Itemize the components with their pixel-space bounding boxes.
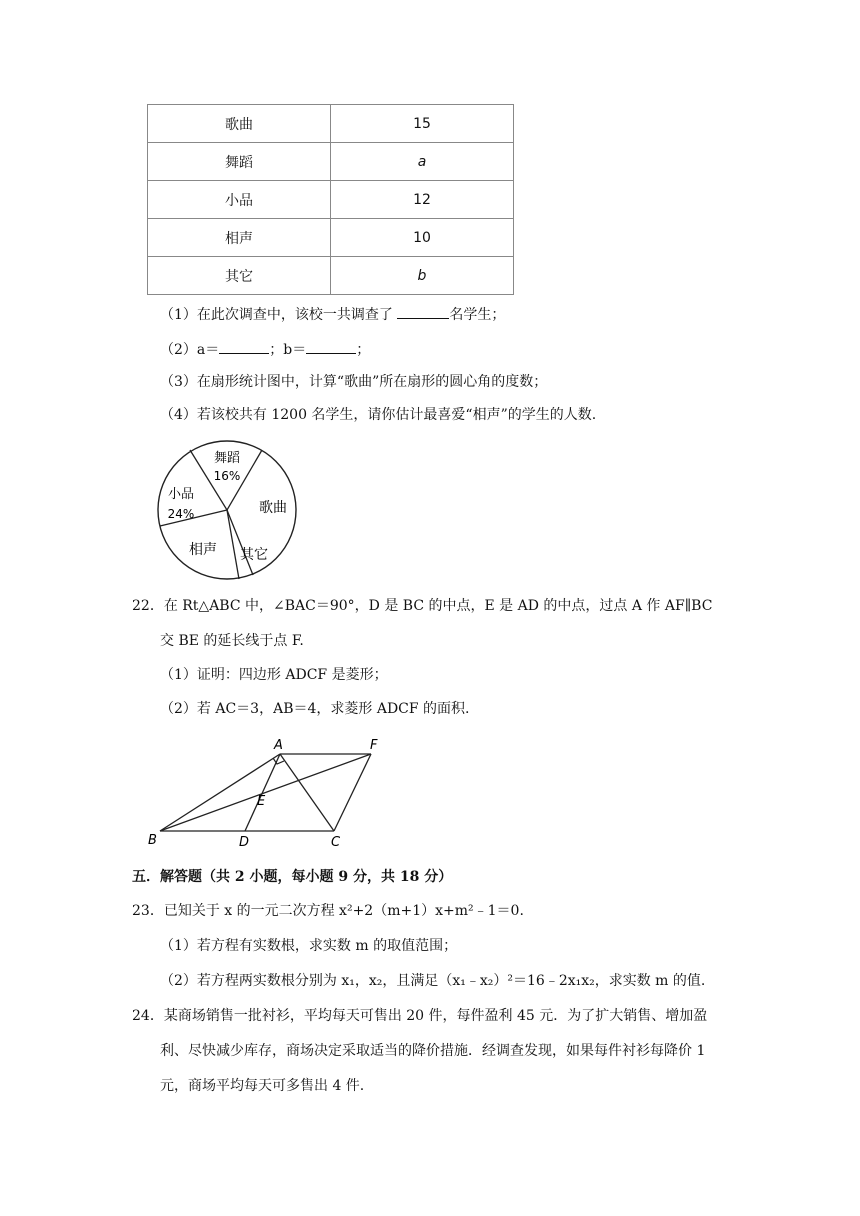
q23-part2: （2）若方程两实数根分别为 x₁，x₂，且满足（x₁﹣x₂）²＝16﹣2x₁x₂，求实数 m 的值. [160,973,706,989]
q24-stem-line2: 利、尽快减少库存，商场决定采取适当的降价措施．经调查发现，如果每件衬衫每降价 1 [160,1043,706,1059]
q21-part2-a: （2）a＝ [160,342,220,358]
q21-part1-prefix: （1）在此次调查中，该校一共调查了 [160,307,398,323]
section-heading: 五．解答题（共 2 小题，每小题 9 分，共 18 分） [132,869,453,885]
point-label-d: D [239,835,250,850]
q21-part3: （3）在扇形统计图中，计算“歌曲”所在扇形的圆心角的度数； [160,374,548,390]
table-cell-program: 舞蹈 [148,143,331,181]
point-label-a: A [274,738,283,753]
right-angle-mark [273,758,284,764]
answer-blank [306,339,356,354]
table-row [148,105,514,143]
table-row [148,143,514,181]
pie-divider [227,510,253,575]
pie-slice-percent: 24% [167,507,195,521]
table-cell-count: 15 [331,105,514,143]
pie-slice-label: 舞蹈 [213,451,241,466]
table-row [148,181,514,219]
point-label-c: C [331,835,341,850]
q22-part2: （2）若 AC＝3，AB＝4，求菱形 ADCF 的面积. [160,701,470,717]
pie-slice-label: 相声 [189,542,217,558]
q21-part1-suffix: 名学生； [449,307,506,323]
pie-chart [150,438,310,588]
table-row [148,257,514,295]
pie-divider [227,510,239,579]
pie-slice-percent: 16% [213,469,241,483]
q24-stem-line1: 24．某商场销售一批衬衫，平均每天可售出 20 件，每件盈利 45 元．为了扩大销售、增加盈 [132,1008,708,1024]
survey-table [147,104,514,295]
q24-stem-line3: 元，商场平均每天可多售出 4 件. [160,1078,365,1094]
point-label-e: E [257,794,266,809]
q22-stem-line1: 22．在 Rt△ABC 中，∠BAC＝90°，D 是 BC 的中点，E 是 AD 的中点，过点 A 作 AF∥BC [132,598,713,614]
table-cell-program: 歌曲 [148,105,331,143]
q23-part1: （1）若方程有实数根，求实数 m 的取值范围； [160,938,458,954]
geometry-figure [145,734,395,852]
table-cell-program: 小品 [148,181,331,219]
table-cell-count: 10 [331,219,514,257]
table-cell-program: 其它 [148,257,331,295]
q21-part4: （4）若该校共有 1200 名学生，请你估计最喜爱“相声”的学生的人数. [160,407,597,423]
q22-part1: （1）证明：四边形 ADCF 是菱形； [160,667,388,683]
q21-part1 [160,304,505,325]
q21-part2-end: ； [356,342,371,358]
table-cell-program: 相声 [148,219,331,257]
table-cell-count: 12 [331,181,514,219]
point-label-f: F [370,738,378,753]
table-row [148,219,514,257]
q21-part2 [160,339,370,360]
answer-blank [219,339,269,354]
table-cell-count: a [331,143,514,181]
q23-stem: 23．已知关于 x 的一元二次方程 x²+2（m+1）x+m²﹣1＝0. [132,903,524,919]
pie-slice-label: 小品 [167,487,195,502]
answer-blank [397,304,449,319]
pie-slice-label: 其它 [240,547,268,563]
segment-ac [280,754,334,831]
table-cell-count: b [331,257,514,295]
q21-part2-b: ；b＝ [269,342,307,358]
point-label-b: B [148,833,157,848]
pie-slice-label: 歌曲 [259,500,287,516]
q22-stem-line2: 交 BE 的延长线于点 F. [160,633,304,649]
